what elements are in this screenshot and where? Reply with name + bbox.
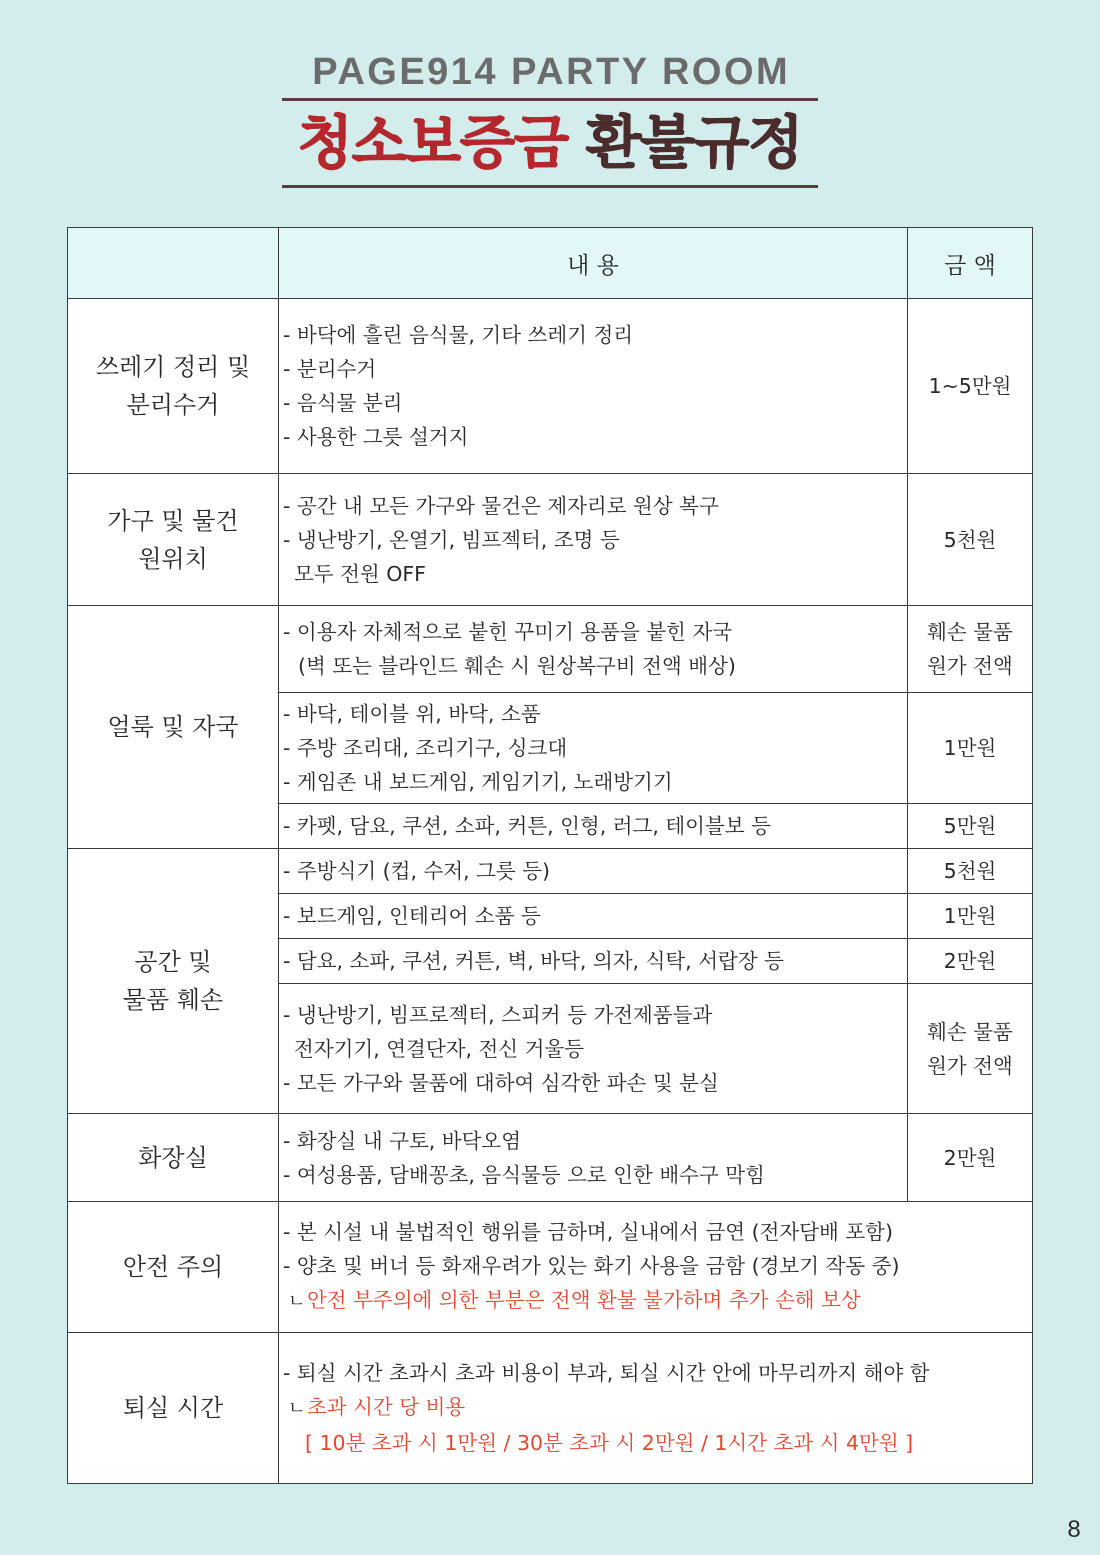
category-stains (68, 606, 279, 849)
category-label: 분리수거 (126, 391, 220, 419)
amount-value: 1만원 (943, 904, 997, 928)
category-label: 원위치 (138, 544, 208, 573)
warning-text: 초과 시간 당 비용 (307, 1395, 466, 1419)
content-line: - 공간 내 모든 가구와 물건은 제자리로 원상 복구 (283, 493, 719, 518)
amount-value: 5천원 (943, 527, 997, 552)
category-checkout-time (68, 1333, 279, 1484)
content-line: (벽 또는 블라인드 훼손 시 원상복구비 전액 배상) (298, 654, 736, 678)
category-label: 퇴실 시간 (122, 1394, 224, 1422)
category-label: 물품 훼손 (122, 986, 224, 1014)
category-label: 가구 및 물건 (107, 506, 239, 535)
amount-value: 2만원 (943, 949, 997, 973)
table-row (68, 1333, 1033, 1484)
content-cell (279, 299, 908, 474)
amount-value: 1~5만원 (928, 374, 1012, 398)
table-row (68, 299, 1033, 474)
title-rest: 환불규정 (586, 110, 803, 176)
category-label: 쓰레기 정리 및 (95, 353, 251, 381)
content-line: - 냉난방기, 온열기, 빔프젝터, 조명 등 (283, 527, 620, 552)
warning-detail: [ 10분 초과 시 1만원 / 30분 초과 시 2만원 / 1시간 초과 시 4만원 ] (305, 1431, 914, 1455)
content-cell (279, 1114, 908, 1202)
amount-value: 훼손 물품 (927, 620, 1013, 644)
amount-cell (908, 849, 1033, 894)
note-marker: ㄴ (288, 1291, 306, 1312)
amount-cell (908, 1114, 1033, 1202)
content-cell (279, 1202, 1033, 1333)
amount-cell (908, 693, 1033, 804)
content-line: - 이용자 자체적으로 붙힌 꾸미기 용품을 붙힌 자국 (283, 620, 733, 644)
warning-text: 안전 부주의에 의한 부분은 전액 환불 불가하며 추가 손해 보상 (307, 1288, 861, 1312)
amount-cell (908, 474, 1033, 606)
title-rule-bottom (282, 185, 818, 188)
content-cell (279, 474, 908, 606)
content-line: - 보드게임, 인테리어 소품 등 (283, 904, 541, 928)
column-header-category (68, 228, 279, 299)
title-rule-top (282, 98, 818, 101)
content-cell (279, 984, 908, 1114)
content-line: - 게임존 내 보드게임, 게임기기, 노래방기기 (283, 770, 673, 794)
content-line: 전자기기, 연결단자, 전신 거울등 (294, 1036, 585, 1061)
amount-value: 2만원 (943, 1145, 997, 1170)
amount-cell (908, 299, 1033, 474)
category-restroom (68, 1114, 279, 1202)
content-cell (279, 606, 908, 693)
column-header-amount: 금 액 (908, 228, 1033, 299)
table-row (68, 849, 1033, 894)
title-highlight: 청소보증금 (297, 110, 569, 176)
content-cell (279, 1333, 1033, 1484)
content-line: - 본 시설 내 불법적인 행위를 금하며, 실내에서 금연 (전자담배 포함) (283, 1220, 893, 1244)
content-line: - 주방식기 (컵, 수저, 그릇 등) (283, 859, 551, 883)
amount-cell (908, 606, 1033, 693)
content-line: - 양초 및 버너 등 화재우려가 있는 화기 사용을 금함 (경보기 작동 중) (283, 1254, 900, 1278)
content-line: - 분리수거 (283, 357, 377, 381)
brand-title: PAGE914 PARTY ROOM (312, 51, 791, 93)
table-header-row (68, 228, 1033, 299)
content-line: - 퇴실 시간 초과시 초과 비용이 부과, 퇴실 시간 안에 마무리까지 해야 함 (283, 1361, 930, 1385)
content-cell (279, 804, 908, 849)
amount-cell (908, 939, 1033, 984)
table-row (68, 606, 1033, 693)
amount-cell (908, 984, 1033, 1114)
content-line: - 사용한 그릇 설거지 (283, 425, 469, 449)
content-line: - 여성용품, 담배꽁초, 음식물등 으로 인한 배수구 막힘 (283, 1162, 765, 1187)
amount-value: 5만원 (943, 814, 997, 838)
amount-value: 훼손 물품 (927, 1019, 1013, 1044)
page-number: 8 (1067, 1516, 1081, 1543)
amount-value: 원가 전액 (927, 1053, 1013, 1078)
content-line: - 담요, 소파, 쿠션, 커튼, 벽, 바닥, 의자, 식탁, 서랍장 등 (283, 949, 784, 973)
content-line: - 음식물 분리 (283, 391, 403, 415)
content-line: - 카펫, 담요, 쿠션, 소파, 커튼, 인형, 러그, 테이블보 등 (283, 814, 771, 838)
category-trash-cleanup (68, 299, 279, 474)
content-line: - 모든 가구와 물품에 대하여 심각한 파손 및 분실 (283, 1070, 719, 1095)
content-cell (279, 939, 908, 984)
content-line: - 바닥에 흘린 음식물, 기타 쓰레기 정리 (283, 323, 634, 347)
amount-cell (908, 894, 1033, 939)
page-title (0, 108, 1100, 178)
column-header-content: 내 용 (279, 228, 908, 299)
amount-cell (908, 804, 1033, 849)
warning-note (283, 1390, 1032, 1426)
table-row (68, 1202, 1033, 1333)
content-line: - 냉난방기, 빔프로젝터, 스피커 등 가전제품들과 (283, 1002, 713, 1027)
content-line: - 바닥, 테이블 위, 바닥, 소품 (283, 702, 541, 726)
category-label: 화장실 (138, 1143, 208, 1172)
category-label: 공간 및 (134, 948, 212, 976)
content-line: - 주방 조리대, 조리기구, 싱크대 (283, 736, 568, 760)
warning-note (283, 1283, 1032, 1319)
content-line: - 화장실 내 구토, 바닥오염 (283, 1128, 522, 1153)
table-row (68, 474, 1033, 606)
category-damage (68, 849, 279, 1114)
amount-value: 5천원 (943, 859, 997, 883)
amount-value: 원가 전액 (927, 654, 1013, 678)
content-cell (279, 849, 908, 894)
refund-policy-table (67, 227, 1033, 1484)
table-row (68, 1114, 1033, 1202)
category-safety (68, 1202, 279, 1333)
note-marker: ㄴ (288, 1398, 306, 1419)
amount-value: 1만원 (943, 736, 997, 760)
content-cell (279, 894, 908, 939)
category-label: 안전 주의 (122, 1253, 224, 1281)
content-cell (279, 693, 908, 804)
content-line: 모두 전원 OFF (294, 561, 426, 586)
category-furniture-reset (68, 474, 279, 606)
category-label: 얼룩 및 자국 (107, 713, 239, 741)
